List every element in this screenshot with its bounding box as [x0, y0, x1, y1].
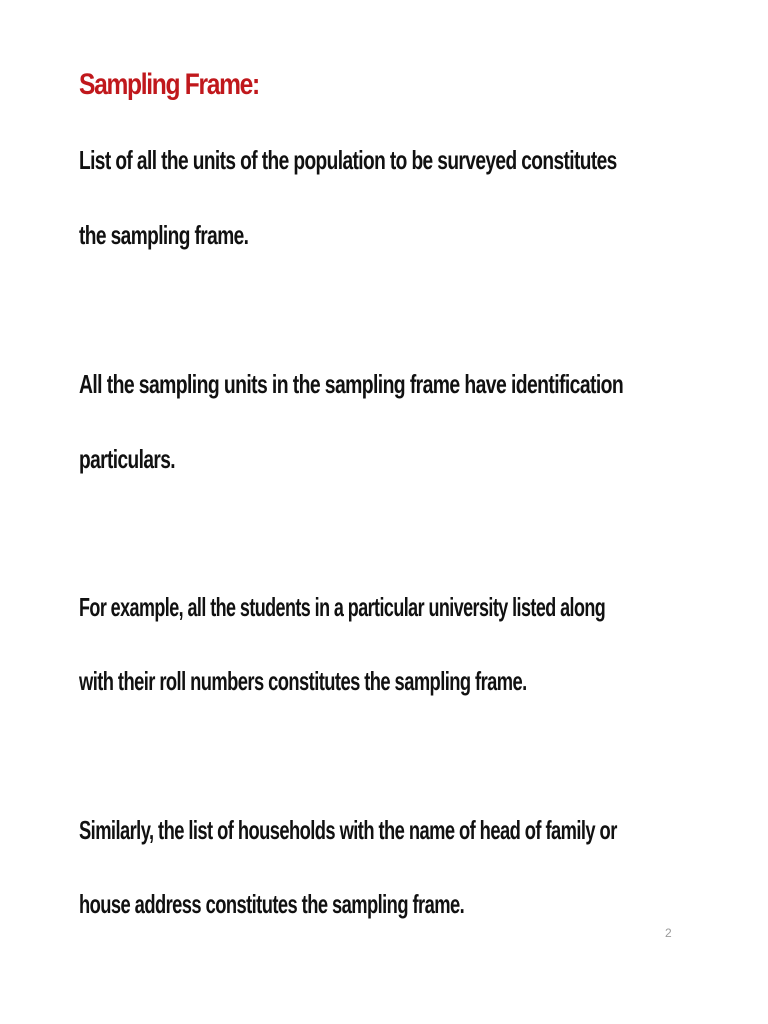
- paragraph-4-line-2: house address constitutes the sampling frame.: [79, 889, 465, 919]
- paragraph-2-line-2: particulars.: [79, 444, 175, 474]
- paragraph-3-line-1: For example, all the students in a particular university listed along: [79, 592, 606, 622]
- paragraph-1-line-2: the sampling frame.: [79, 220, 249, 250]
- paragraph-4-line-1: Similarly, the list of households with the name of head of family or: [79, 815, 617, 845]
- paragraph-3-line-2: with their roll numbers constitutes the sampling frame.: [79, 666, 527, 696]
- page-number: 2: [665, 926, 672, 940]
- paragraph-1-line-1: List of all the units of the population to be surveyed constitutes: [79, 145, 617, 175]
- paragraph-2-line-1: All the sampling units in the sampling frame have identification: [79, 369, 624, 399]
- slide-title: Sampling Frame:: [79, 68, 259, 101]
